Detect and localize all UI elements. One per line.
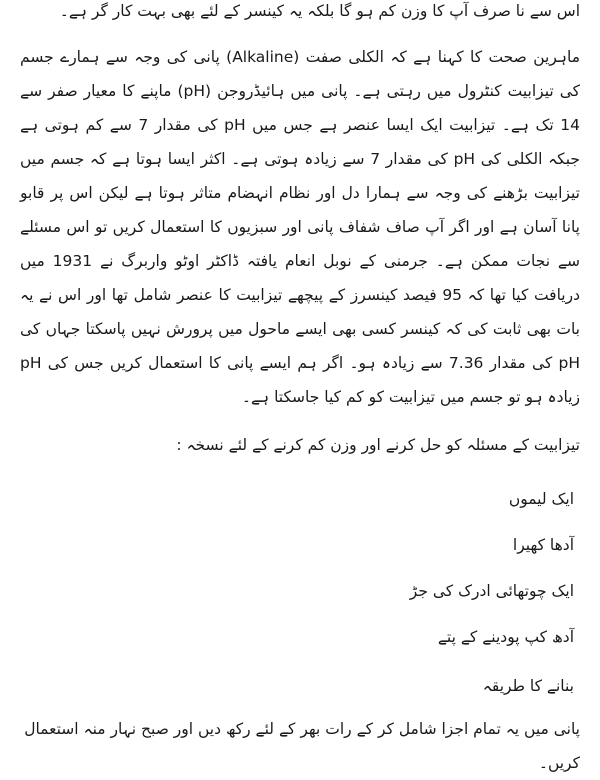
- article-paragraph: ماہرین صحت کا کہنا ہے کہ الکلی صفت (Alkaline) پانی کی وجہ سے ہمارے جسم کی تیزابیت کنٹرول میں رہتی ہے۔ پانی میں ہائیڈروجن (pH) ماپنے کا معیار صفر سے 14 تک ہے۔ تیزابیت ایک ایسا عنصر ہے جس میں pH کی مقدار 7 سے کم ہوتی ہے جبکہ الکلی کی pH کی مقدار 7 سے زیادہ ہوتی ہے۔ اکثر ایسا ہوتا ہے کہ جسم میں تیزابیت بڑھنے کی وجہ سے ہمارا دل اور نظام انہضام متاثر ہوتا ہے لیکن اس پر قابو پانا آسان ہے اور اگر آپ صاف شفاف پانی اور سبزیوں کا استعمال کریں تو اس مسئلے سے نجات ممکن ہے۔ جرمنی کے نوبل انعام یافتہ ڈاکٹر اوٹو واربرگ نے 1931 میں دریافت کیا تھا کہ 95 فیصد کینسرز کے پیچھے تیزابیت کا عنصر شامل تھا اور اس نے یہ بات بھی ثابت کی کہ کینسر کسی بھی ایسے ماحول میں پرورش نہیں پاسکتا جہاں کی pH کی مقدار 7.36 سے زیادہ ہو۔ اگر ہم ایسے پانی کا استعمال کریں جس کی pH زیادہ ہو تو جسم میں تیزابیت کو کم کیا جاسکتا ہے۔: [20, 48, 581, 406]
- ingredient-list: [20, 476, 580, 660]
- method-heading: بنانے کا طریقہ: [482, 677, 574, 695]
- recipe-heading: تیزابیت کے مسئلہ کو حل کرنے اور وزن کم کرنے کے لئے نسخہ :: [176, 436, 580, 454]
- ingredient-item: ایک چوتھائی ادرک کی جڑ: [409, 582, 574, 600]
- ingredient-item: آدھ کپ پودینے کے پتے: [437, 628, 574, 646]
- article-intro-line: اس سے نا صرف آپ کا وزن کم ہو گا بلکہ یہ کینسر کے لئے بھی بہت کار گر ہے۔: [59, 2, 580, 20]
- ingredient-item: آدھا کھیرا: [512, 536, 574, 554]
- ingredient-item: ایک لیموں: [508, 490, 574, 508]
- cut-off-line: پانی میں یہ تمام اجزا شامل کر کے رات بھر کے لئے رکھ دیں اور صبح نہار منہ استعمال کریں۔: [24, 720, 580, 772]
